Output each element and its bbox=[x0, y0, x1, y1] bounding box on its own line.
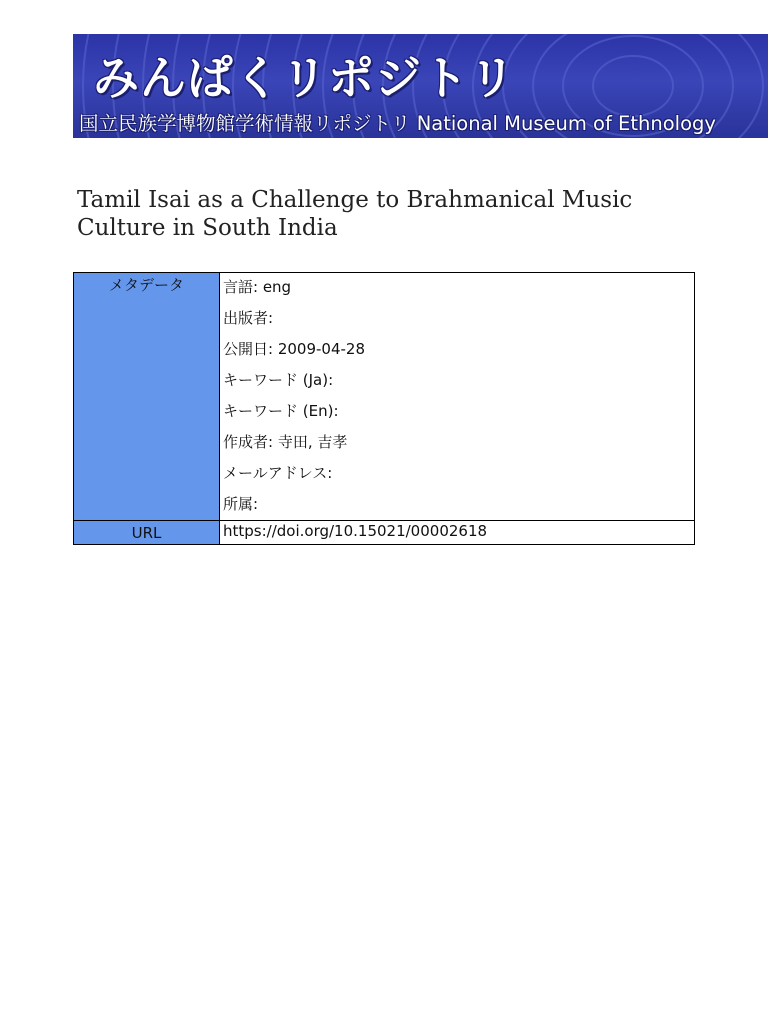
banner-subtitle: 国立民族学博物館学術情報リポジトリ National Museum of Ethnology bbox=[79, 112, 716, 135]
url-value-cell bbox=[220, 521, 695, 545]
field-keywords-en: キーワード (En): bbox=[223, 402, 339, 420]
document-title: Tamil Isai as a Challenge to Brahmanical Music Culture in South India bbox=[77, 187, 633, 241]
repository-banner bbox=[73, 34, 768, 138]
metadata-table bbox=[73, 272, 695, 545]
metadata-row bbox=[74, 273, 695, 521]
doi-link[interactable]: https://doi.org/10.15021/00002618 bbox=[223, 522, 488, 540]
metadata-values-cell bbox=[220, 273, 695, 521]
field-language: 言語: eng bbox=[223, 278, 292, 296]
metadata-label-cell bbox=[74, 273, 220, 521]
field-email: メールアドレス: bbox=[223, 464, 333, 482]
metadata-label: メタデータ bbox=[108, 276, 184, 294]
field-author: 作成者: 寺田, 吉孝 bbox=[223, 433, 348, 451]
url-row bbox=[74, 521, 695, 545]
url-label: URL bbox=[131, 524, 162, 542]
field-affiliation: 所属: bbox=[223, 495, 259, 513]
field-keywords-ja: キーワード (Ja): bbox=[223, 371, 334, 389]
banner-title: みんぱくリポジトリ bbox=[93, 51, 516, 105]
url-label-cell bbox=[74, 521, 220, 545]
field-publication-date: 公開日: 2009-04-28 bbox=[223, 340, 365, 358]
field-publisher: 出版者: bbox=[223, 309, 274, 327]
